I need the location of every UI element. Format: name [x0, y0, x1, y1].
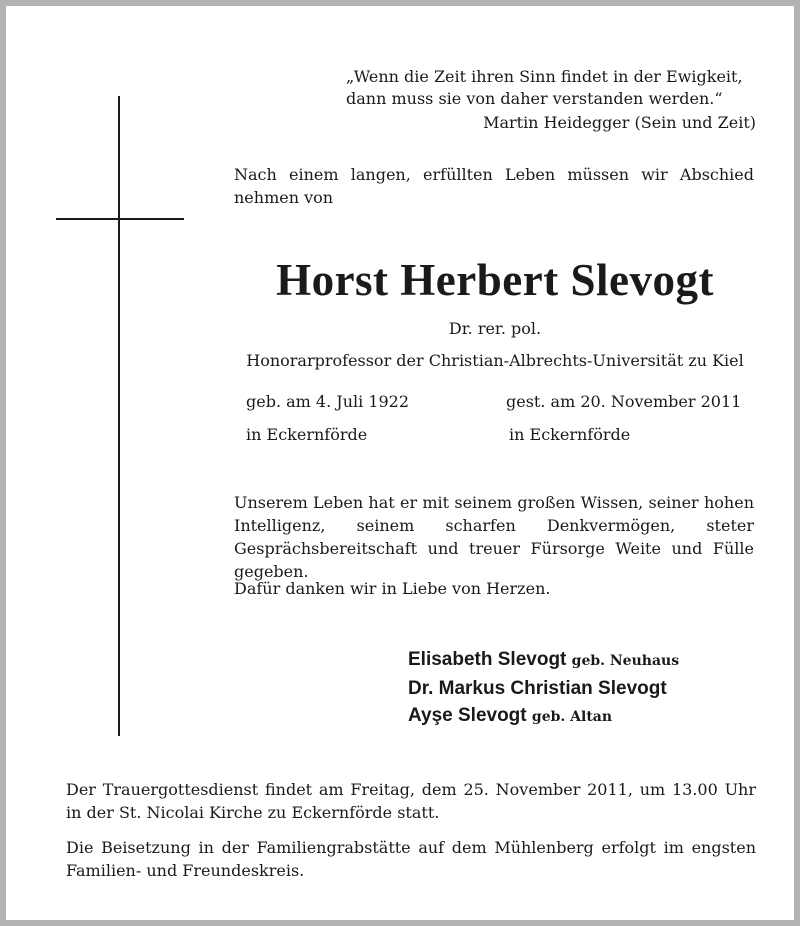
death-date: gest. am 20. November 2011	[506, 392, 742, 411]
mourner-name: Elisabeth Slevogt	[408, 649, 567, 670]
mourner-entry	[408, 702, 679, 731]
death-place: in Eckernförde	[509, 425, 631, 444]
quote-author: Martin Heidegger (Sein und Zeit)	[483, 113, 756, 132]
tribute-text: Unserem Leben hat er mit seinem großen Wissen, seiner hohen Intelligenz, seinem scharfen Denkvermögen, steter Gesprächsbereitschaft und treuer Fürsorge Weite und Fülle gegeben.	[234, 493, 754, 581]
quote-line-1: „Wenn die Zeit ihren Sinn findet in der Ewigkeit,	[346, 67, 743, 86]
cross-horizontal-bar	[56, 218, 184, 220]
birth-place: in Eckernförde	[246, 425, 368, 444]
birth-date: geb. am 4. Juli 1922	[246, 392, 410, 411]
deceased-profession: Honorarprofessor der Christian-Albrechts-Universität zu Kiel	[246, 351, 744, 370]
mourner-name: Dr. Markus Christian Slevogt	[408, 678, 667, 699]
burial-info: Die Beisetzung in der Familiengrabstätte auf dem Mühlenberg erfolgt im engsten Familien- und Freundeskreis.	[66, 838, 756, 880]
mourner-name: Ayşe Slevogt	[408, 705, 527, 726]
mourner-note: geb. Neuhaus	[571, 653, 680, 669]
quote-line-2: dann muss sie von daher verstanden werden.“	[346, 89, 723, 108]
mourner-entry	[408, 675, 679, 702]
deceased-degree: Dr. rer. pol.	[448, 319, 542, 338]
funeral-service-info: Der Trauergottesdienst findet am Freitag, dem 25. November 2011, um 13.00 Uhr in der St. Nicolai Kirche zu Eckernförde statt.	[66, 780, 756, 822]
cross-vertical-bar	[118, 96, 120, 736]
mourners-list	[408, 646, 679, 731]
mourner-note: geb. Altan	[531, 709, 613, 725]
mourner-entry	[408, 646, 679, 675]
intro-text: Nach einem langen, erfüllten Leben müssen wir Abschied nehmen von	[234, 165, 754, 207]
epigraph-quote	[346, 66, 756, 110]
thanks-text: Dafür danken wir in Liebe von Herzen.	[234, 579, 551, 598]
deceased-name: Horst Herbert Slevogt	[276, 255, 714, 305]
